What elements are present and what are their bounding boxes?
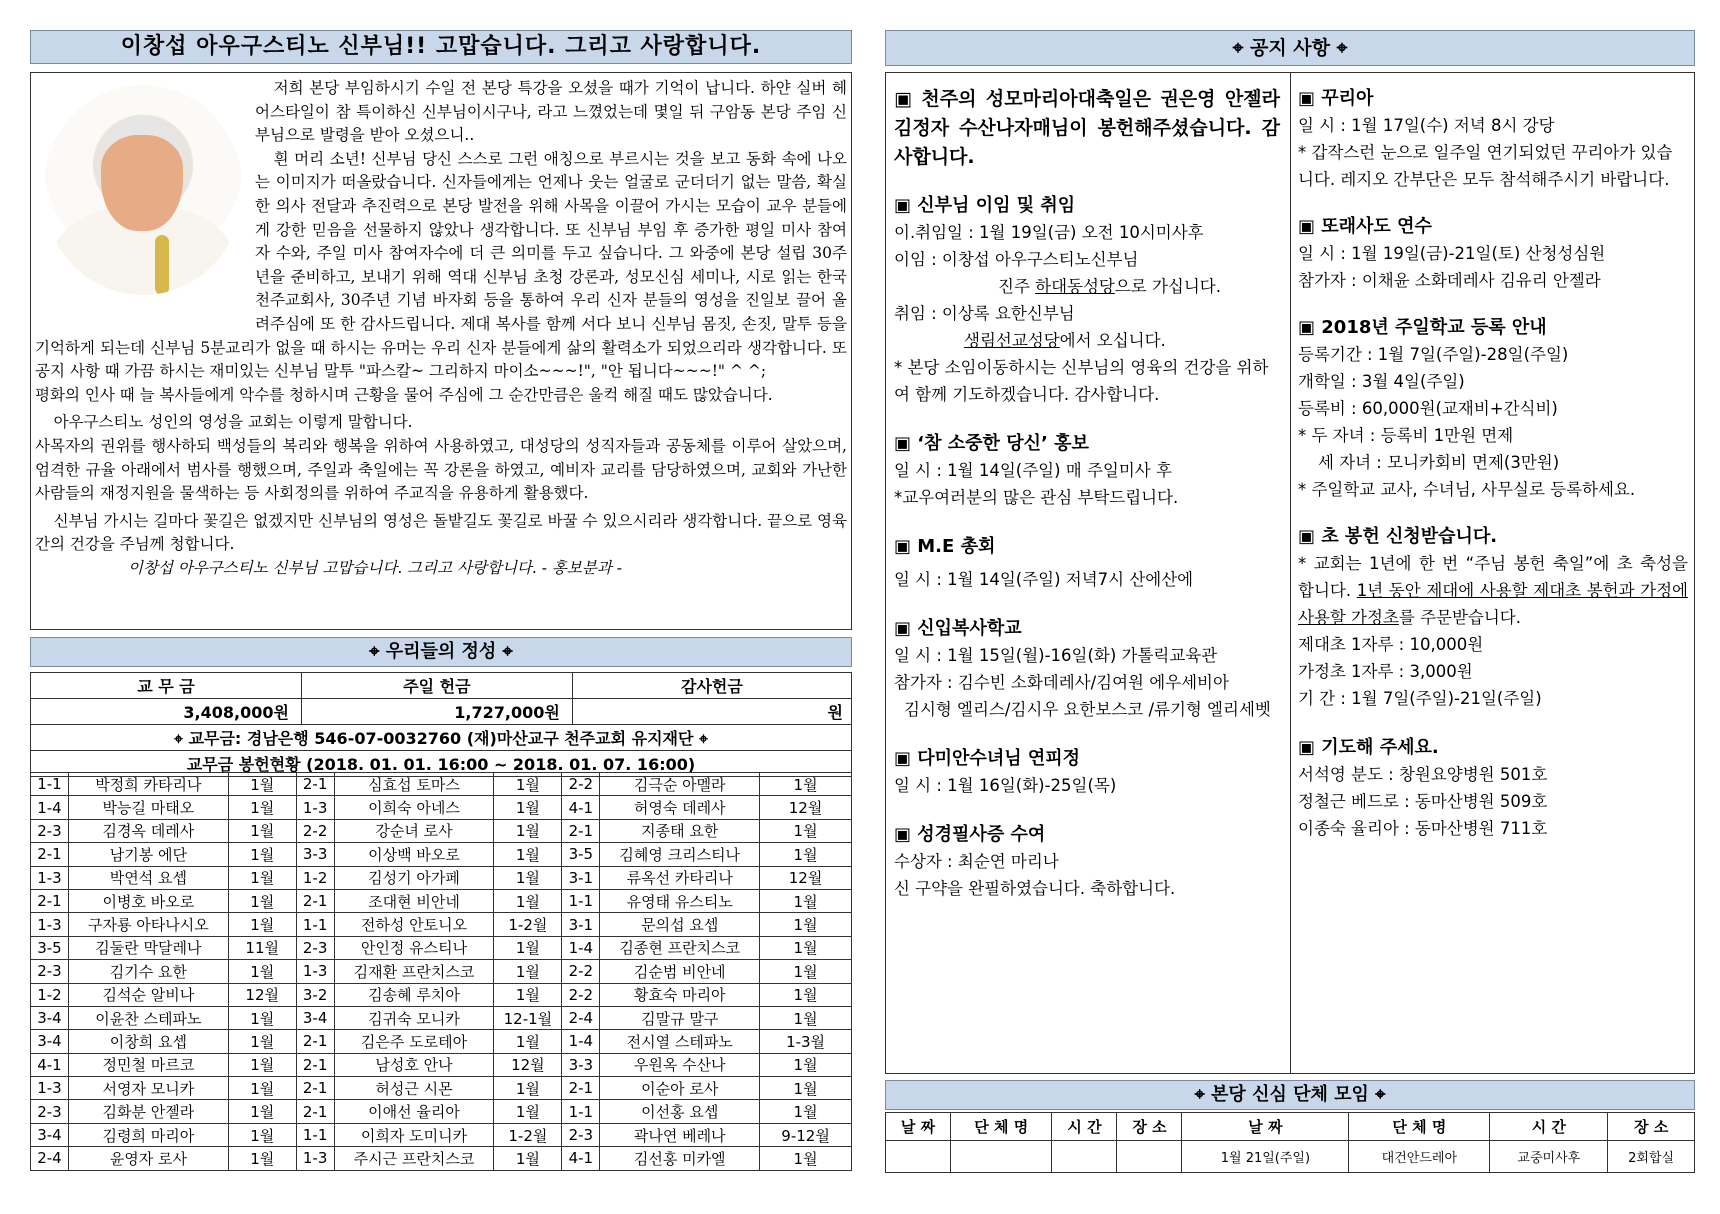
month-cell: 1월 [760,1053,852,1076]
notice-heading-me-meeting: ▣ M.E 총회 [894,536,996,557]
district-cell: 3-5 [562,843,600,866]
offering-header-sunday: 주일 헌금 [301,673,572,699]
district-cell: 2-4 [31,1147,69,1170]
donor-name-cell: 이순아 로사 [600,1077,760,1100]
district-cell: 1-4 [31,796,69,819]
district-cell: 1-1 [296,913,334,936]
table-row [31,1147,852,1170]
month-cell: 1월 [228,889,296,912]
notice-heading-prayer: ▣ 기도해 주세요. [1298,737,1439,758]
district-cell: 2-3 [562,1123,600,1146]
month-cell: 1월 [494,819,562,842]
month-cell: 1월 [228,960,296,983]
month-cell: 12월 [760,796,852,819]
district-cell: 3-5 [31,936,69,959]
district-cell: 1-1 [31,773,69,796]
donor-name-cell: 김둘란 막달레나 [68,936,228,959]
donor-name-cell: 주시근 프란치스코 [334,1147,494,1170]
schedule-cell [1052,1141,1117,1173]
notice-line: * 본당 소임이동하시는 신부님의 영육의 건강을 위하여 함께 기도하겠습니다. 감사합니다. [894,358,1269,404]
donor-name-cell: 김은주 도로테아 [334,1030,494,1053]
letter-paragraph-1: 저희 본당 부임하시기 수일 전 본당 특강을 오셨을 때가 기억이 납니다. 하얀 실버 헤어스타일이 참 특이하신 신부님이시구나, 라고 느꼈었는데 몇일 뒤 구암동 본당 주임 신부님으로 발령을 받아 오셨으니.. [255,79,847,145]
month-cell: 11월 [228,936,296,959]
month-cell: 1월 [494,983,562,1006]
notice-line: 개학일 : 3월 4일(주일) [1298,372,1465,391]
month-cell: 1월 [494,1100,562,1123]
district-cell: 2-2 [562,773,600,796]
notice-heading-candle-offering: ▣ 초 봉헌 신청받습니다. [1298,526,1498,547]
schedule-header-cell: 장 소 [1608,1113,1695,1141]
month-cell: 12월 [760,866,852,889]
district-cell: 2-1 [296,1077,334,1100]
month-cell: 1월 [760,1100,852,1123]
month-cell: 1월 [494,1077,562,1100]
donor-name-cell: 허성근 시몬 [334,1077,494,1100]
donor-name-cell: 김화분 안젤라 [68,1100,228,1123]
schedule-header-cell: 단 체 명 [951,1113,1052,1141]
schedule-header-cell: 시 간 [1490,1113,1608,1141]
meetings-schedule [885,1112,1695,1173]
district-cell: 2-1 [296,1100,334,1123]
district-cell: 2-4 [562,1006,600,1029]
district-cell: 2-1 [31,843,69,866]
notice-line: * 주일학교 교사, 수녀님, 사무실로 등록하세요. [1298,480,1636,499]
month-cell: 1월 [494,936,562,959]
donor-name-cell: 김령희 마리아 [68,1123,228,1146]
table-row [31,866,852,889]
month-cell: 1월 [760,1147,852,1170]
notice-line: 일 시 : 1월 16일(화)-25일(목) [894,776,1117,795]
donor-name-cell: 허영숙 데레사 [600,796,760,819]
table-row [31,960,852,983]
notice-line: 참가자 : 김수빈 소화데레사/김여원 에우세비아 [894,673,1229,692]
table-row [31,1053,852,1076]
notice-heading-priest-change: ▣ 신부님 이임 및 취임 [894,195,1076,216]
month-cell: 1월 [760,773,852,796]
donor-name-cell: 김종현 프란치스코 [600,936,760,959]
donor-name-cell: 김말규 말구 [600,1006,760,1029]
donor-name-cell: 박연석 요셉 [68,866,228,889]
notice-line: 일 시 : 1월 14일(주일) 매 주일미사 후 [894,461,1172,480]
donor-name-cell: 김혜영 크리스티나 [600,843,760,866]
notice-line: 취임 : 이상록 요한신부님 [894,304,1075,323]
table-row [31,1100,852,1123]
notice-title-banner: ⌖ 공지 사항 ⌖ [885,30,1695,66]
notice-box [885,72,1695,1074]
district-cell: 1-1 [562,1100,600,1123]
district-cell: 4-1 [31,1053,69,1076]
offering-value-thanks: 원 [572,699,851,725]
district-cell: 1-3 [296,796,334,819]
donor-name-cell: 구자룡 아타나시오 [68,913,228,936]
month-cell: 1월 [760,983,852,1006]
notice-line: 이.취임일 : 1월 19일(금) 오전 10시미사후 [894,223,1204,242]
notice-heading-bible-award: ▣ 성경필사증 수여 [894,824,1046,845]
schedule-cell [1117,1141,1182,1173]
schedule-cell: 대건안드레아 [1349,1141,1490,1173]
month-cell: 1월 [760,960,852,983]
letter-body [35,77,847,580]
district-cell: 2-2 [562,983,600,1006]
month-cell: 1월 [494,866,562,889]
donor-name-cell: 김극순 아멜라 [600,773,760,796]
letter-paragraph-6: 신부님 가시는 길마다 꽃길은 없겠지만 신부님의 영성은 돌밭길도 꽃길로 바꿀 수 있으시리라 생각합니다. 끝으로 영육간의 건강을 주님께 청합니다. [35,511,847,554]
donor-name-cell: 김성기 아가페 [334,866,494,889]
donor-name-cell: 남기봉 에단 [68,843,228,866]
month-cell: 1월 [228,843,296,866]
month-cell: 1월 [494,796,562,819]
offering-table [30,672,852,777]
meetings-title-banner: ⌖ 본당 신심 단체 모임 ⌖ [885,1080,1695,1110]
donor-name-cell: 이희숙 아네스 [334,796,494,819]
donor-name-cell: 곽나연 베레나 [600,1123,760,1146]
month-cell: 1월 [228,1006,296,1029]
notice-line: 가정초 1자루 : 3,000원 [1298,662,1473,681]
district-cell: 2-3 [31,1100,69,1123]
letter-box [30,72,852,630]
donor-name-cell: 강순녀 로사 [334,819,494,842]
donor-name-cell: 이윤찬 스테파노 [68,1006,228,1029]
month-cell: 1월 [760,843,852,866]
letter-paragraph-2: 흰 머리 소년! 신부님 당신 스스로 그런 애칭으로 부르시는 것을 보고 동화 속에 나오는 이미지가 떠올랐습니다. 신자들에게는 언제나 웃는 얼굴로 군더더기 없는 말씀, 확실한 의사 전달과 추진력으로 본당 발전을 위해 사목을 이끌어 가시는 모습이 교우 분들에게 강한 믿음을 선물하지 않았나 생각합니다. 또 신부님 부임 후 증가한 평일 미사 참여자 수와, 주일 미사 참여자수에 더 큰 의미를 두고 싶습니다. 그 와중에 본당 설립 30주년을 준비하고, 보내기 위해 역대 신부님 초청 강론과, 성모신심 세미나, 시로 읽는 한국 천주교회사, 30주년 기념 바자회 등을 통하여 우리 신자 분들의 영성을 진일보 끌어 올려주심에 또 한 감사드립니다. 제대 복사를 함께 서다 보니 신부님 몸짓, 손짓, 말투 등을 기억하게 되는데 신부님 5분교리가 없을 때 하시는 유머는 우리 신자 분들에게 삶의 활력소가 되었으리라 생각합니다. 또 공지 사항 때 가끔 하시는 재미있는 신부님 말투 "파스칼~ 그리하지 마이소~~~!", "안 됩니다~~~!" ^ ^; [35,149,847,381]
district-cell: 3-4 [31,1006,69,1029]
district-cell: 2-1 [296,1053,334,1076]
donor-name-cell: 정민철 마르코 [68,1053,228,1076]
month-cell: 1월 [494,1147,562,1170]
district-cell: 3-2 [296,983,334,1006]
donor-name-cell: 황효숙 마리아 [600,983,760,1006]
donor-name-cell: 김재환 프란치스코 [334,960,494,983]
month-cell: 1월 [760,1006,852,1029]
month-cell: 1월 [760,936,852,959]
notice-line: 서석영 분도 : 창원요양병원 501호 [1298,765,1548,784]
notice-line: 일 시 : 1월 17일(수) 저녁 8시 강당 [1298,116,1555,135]
notice-heading-promotion: ▣ ‘참 소중한 당신’ 홍보 [894,433,1089,454]
month-cell: 1월 [228,1077,296,1100]
district-cell: 2-1 [296,889,334,912]
notice-line: 일 시 : 1월 19일(금)-21일(토) 산청성심원 [1298,244,1606,263]
table-row [31,819,852,842]
donor-name-cell: 지종태 요한 [600,819,760,842]
donor-name-cell: 심효섭 토마스 [334,773,494,796]
notice-line: 김시형 엘리스/김시우 요한보스코 /류기형 엘리세벳 [904,700,1271,719]
district-cell: 3-3 [562,1053,600,1076]
table-row [31,936,852,959]
donor-name-cell: 안인정 유스티나 [334,936,494,959]
notice-line: 진주 하대동성당으로 가십니다. [998,277,1221,296]
notice-heading-curia: ▣ 꾸리아 [1298,88,1374,109]
month-cell: 1월 [760,1077,852,1100]
table-row [31,889,852,912]
district-cell: 4-1 [562,796,600,819]
schedule-header-cell: 시 간 [1052,1113,1117,1141]
donor-name-cell: 김경옥 데레사 [68,819,228,842]
district-cell: 3-3 [296,843,334,866]
notice-line: 이종숙 율리아 : 동마산병원 711호 [1298,819,1548,838]
notice-line: * 교회는 1년에 한 번 “주님 봉헌 축일”에 초 축성을 합니다. 1년 동안 제대에 사용할 제대초 봉헌과 가정에 사용할 가정초를 주문받습니다. [1298,554,1688,627]
donor-list [30,772,852,1171]
district-cell: 1-2 [296,866,334,889]
district-cell: 2-1 [296,773,334,796]
month-cell: 9-12월 [760,1123,852,1146]
notice-line: 기 간 : 1월 7일(주일)-21일(주일) [1298,689,1542,708]
notice-line: 신 구약을 완필하였습니다. 축하합니다. [894,879,1176,898]
district-cell: 2-1 [562,819,600,842]
district-cell: 1-1 [562,889,600,912]
month-cell: 1월 [494,889,562,912]
month-cell: 1월 [228,1100,296,1123]
offering-period: 교무금 봉헌현황 (2018. 01. 01. 16:00 ~ 2018. 01. 07. 16:00) [31,751,852,777]
district-cell: 3-1 [562,913,600,936]
month-cell: 1월 [228,1030,296,1053]
district-cell: 1-1 [296,1123,334,1146]
district-cell: 1-2 [31,983,69,1006]
table-row [31,773,852,796]
notice-line: 수상자 : 최순연 마리나 [894,852,1059,871]
month-cell: 1-2월 [494,913,562,936]
district-cell: 2-3 [31,819,69,842]
donor-name-cell: 김귀숙 모니카 [334,1006,494,1029]
offering-value-sunday: 1,727,000원 [301,699,572,725]
district-cell: 1-3 [296,1147,334,1170]
donor-name-cell: 문의섭 요셉 [600,913,760,936]
month-cell: 1월 [760,819,852,842]
month-cell: 1월 [228,1147,296,1170]
notice-column-1 [894,85,1280,902]
table-row [31,796,852,819]
offering-summary [30,672,852,777]
table-row [31,983,852,1006]
notice-heading-sunday-school: ▣ 2018년 주일학교 등록 안내 [1298,317,1547,338]
notice-line: 정철근 베드로 : 동마산병원 509호 [1298,792,1548,811]
donor-name-cell: 김기수 요한 [68,960,228,983]
donor-name-cell: 이창희 요셉 [68,1030,228,1053]
month-cell: 1월 [494,843,562,866]
letter-paragraph-4: 아우구스티노 성인의 영성을 교회는 이렇게 말합니다. [53,413,413,432]
notice-heading-altar-server-school: ▣ 신입복사학교 [894,618,1022,639]
district-cell: 1-3 [31,866,69,889]
donor-name-cell: 류옥선 카타리나 [600,866,760,889]
notice-line: 등록비 : 60,000원(교재비+간식비) [1298,399,1558,418]
table-row [31,913,852,936]
offering-header-thanks: 감사헌금 [572,673,851,699]
month-cell: 1월 [228,773,296,796]
month-cell: 1월 [760,889,852,912]
schedule-cell [951,1141,1052,1173]
notice-line: *교우여러분의 많은 관심 부탁드립니다. [894,488,1179,507]
donor-name-cell: 김석순 알비나 [68,983,228,1006]
district-cell: 2-2 [296,819,334,842]
donor-name-cell: 박능길 마태오 [68,796,228,819]
donor-name-cell: 이희자 도미니카 [334,1123,494,1146]
donor-name-cell: 박정희 카타리나 [68,773,228,796]
donor-name-cell: 이상백 바오로 [334,843,494,866]
month-cell: 12월 [228,983,296,1006]
district-cell: 3-4 [31,1030,69,1053]
notice-line: 세 자녀 : 모니카회비 면제(3만원) [1318,453,1560,472]
schedule-cell [886,1141,951,1173]
notice-line: 일 시 : 1월 14일(주일) 저녁7시 산에산에 [894,570,1194,589]
donor-name-cell: 우원옥 수산나 [600,1053,760,1076]
district-cell: 2-1 [562,1077,600,1100]
donor-name-cell: 남성호 안나 [334,1053,494,1076]
district-cell: 2-3 [296,936,334,959]
notice-column-divider [1290,73,1291,1073]
district-cell: 1-4 [562,1030,600,1053]
notice-line: * 갑작스런 눈으로 일주일 연기되었던 꾸리아가 있습니다. 레지오 간부단은 모두 참석해주시기 바랍니다. [1298,143,1673,189]
schedule-header-cell: 날 짜 [1182,1113,1349,1141]
notice-intro: ▣ 천주의 성모마리아대축일은 권은영 안젤라 김정자 수산나자매님이 봉헌해주셨습니다. 감사합니다. [894,88,1280,168]
district-cell: 3-4 [31,1123,69,1146]
donor-name-cell: 김순범 비안네 [600,960,760,983]
month-cell: 1월 [494,773,562,796]
district-cell: 3-4 [296,1006,334,1029]
district-cell: 1-3 [296,960,334,983]
notice-column-2 [1298,85,1688,842]
donor-name-cell: 이병호 바오로 [68,889,228,912]
donor-name-cell: 김선홍 미카엘 [600,1147,760,1170]
district-cell: 2-1 [31,889,69,912]
district-cell: 2-2 [562,960,600,983]
table-row [31,1077,852,1100]
notice-line: 이임 : 이창섭 아우구스티노신부님 [894,250,1139,269]
district-cell: 2-3 [31,960,69,983]
month-cell: 1월 [494,1030,562,1053]
donor-name-cell: 전하성 안토니오 [334,913,494,936]
notice-line: 참가자 : 이채윤 소화데레사 김유리 안젤라 [1298,271,1601,290]
notice-line: * 두 자녀 : 등록비 1만원 면제 [1298,426,1514,445]
month-cell: 1월 [494,960,562,983]
month-cell: 1월 [228,913,296,936]
schedule-cell: 교중미사후 [1490,1141,1608,1173]
district-cell: 3-1 [562,866,600,889]
table-row [31,1006,852,1029]
schedule-header-cell: 단 체 명 [1349,1113,1490,1141]
district-cell: 1-3 [31,1077,69,1100]
schedule-cell: 2회합실 [1608,1141,1695,1173]
month-cell: 1월 [228,1053,296,1076]
district-cell: 2-1 [296,1030,334,1053]
notice-line: 제대초 1자루 : 10,000원 [1298,635,1484,654]
month-cell: 1월 [228,866,296,889]
notice-line: 등록기간 : 1월 7일(주일)-28일(주일) [1298,345,1569,364]
notice-heading-retreat: ▣ 다미안수녀님 연피정 [894,748,1081,769]
notice-heading-peer-apostle: ▣ 또래사도 연수 [1298,216,1432,237]
donor-name-cell: 이선홍 요셉 [600,1100,760,1123]
table-row [31,843,852,866]
letter-paragraph-3: 평화의 인사 때 늘 복사들에게 악수를 청하시며 근황을 물어 주심에 그 순간만큼은 울컥 해질 때도 많았습니다. [35,385,773,404]
schedule-header-cell: 날 짜 [886,1113,951,1141]
month-cell: 1월 [760,913,852,936]
letter-title-banner: 이창섭 아우구스티노 신부님!! 고맙습니다. 그리고 사랑합니다. [30,30,852,64]
month-cell: 12월 [494,1053,562,1076]
month-cell: 1월 [228,796,296,819]
donor-name-cell: 조대현 비안네 [334,889,494,912]
table-row [31,1030,852,1053]
donor-name-cell: 윤영자 로사 [68,1147,228,1170]
letter-signature: 이창섭 아우구스티노 신부님 고맙습니다. 그리고 사랑합니다. - 홍보분과 - [128,558,622,577]
donor-table [30,772,852,1171]
offering-header-dues: 교 무 금 [31,673,302,699]
schedule-header-cell: 장 소 [1117,1113,1182,1141]
offering-account: ⌖ 교무금: 경남은행 546-07-0032760 (재)마산교구 천주교회 유지재단 ⌖ [31,725,852,751]
month-cell: 1월 [228,1123,296,1146]
meetings-table [885,1112,1695,1173]
month-cell: 1-3월 [760,1030,852,1053]
month-cell: 12-1월 [494,1006,562,1029]
letter-paragraph-5: 사목자의 권위를 행사하되 백성들의 복리와 행복을 위하여 사용하였고, 대성당의 성직자들과 공동체를 이루어 살았으며, 엄격한 규율 아래에서 범사를 행했으며, 주일과 축일에는 꼭 강론을 하였고, 예비자 교리를 담당하였으며, 교회와 가난한 사람들의 재정지원을 물색하는 등 사회정의를 위하여 주교직을 유용하게 활용했다. [35,436,847,503]
offering-value-dues: 3,408,000원 [31,699,302,725]
offering-title-banner: ⌖ 우리들의 정성 ⌖ [30,637,852,667]
district-cell: 1-4 [562,936,600,959]
notice-line: 생림선교성당에서 오십니다. [964,331,1166,350]
district-cell: 1-3 [31,913,69,936]
month-cell: 1-2월 [494,1123,562,1146]
donor-name-cell: 김송혜 루치아 [334,983,494,1006]
district-cell: 4-1 [562,1147,600,1170]
notice-line: 일 시 : 1월 15일(월)-16일(화) 가톨릭교육관 [894,646,1218,665]
schedule-cell: 1월 21일(주일) [1182,1141,1349,1173]
donor-name-cell: 이애선 율리아 [334,1100,494,1123]
month-cell: 1월 [228,819,296,842]
donor-name-cell: 유영태 유스티노 [600,889,760,912]
table-row [31,1123,852,1146]
donor-name-cell: 전시열 스테파노 [600,1030,760,1053]
donor-name-cell: 서영자 모니카 [68,1077,228,1100]
